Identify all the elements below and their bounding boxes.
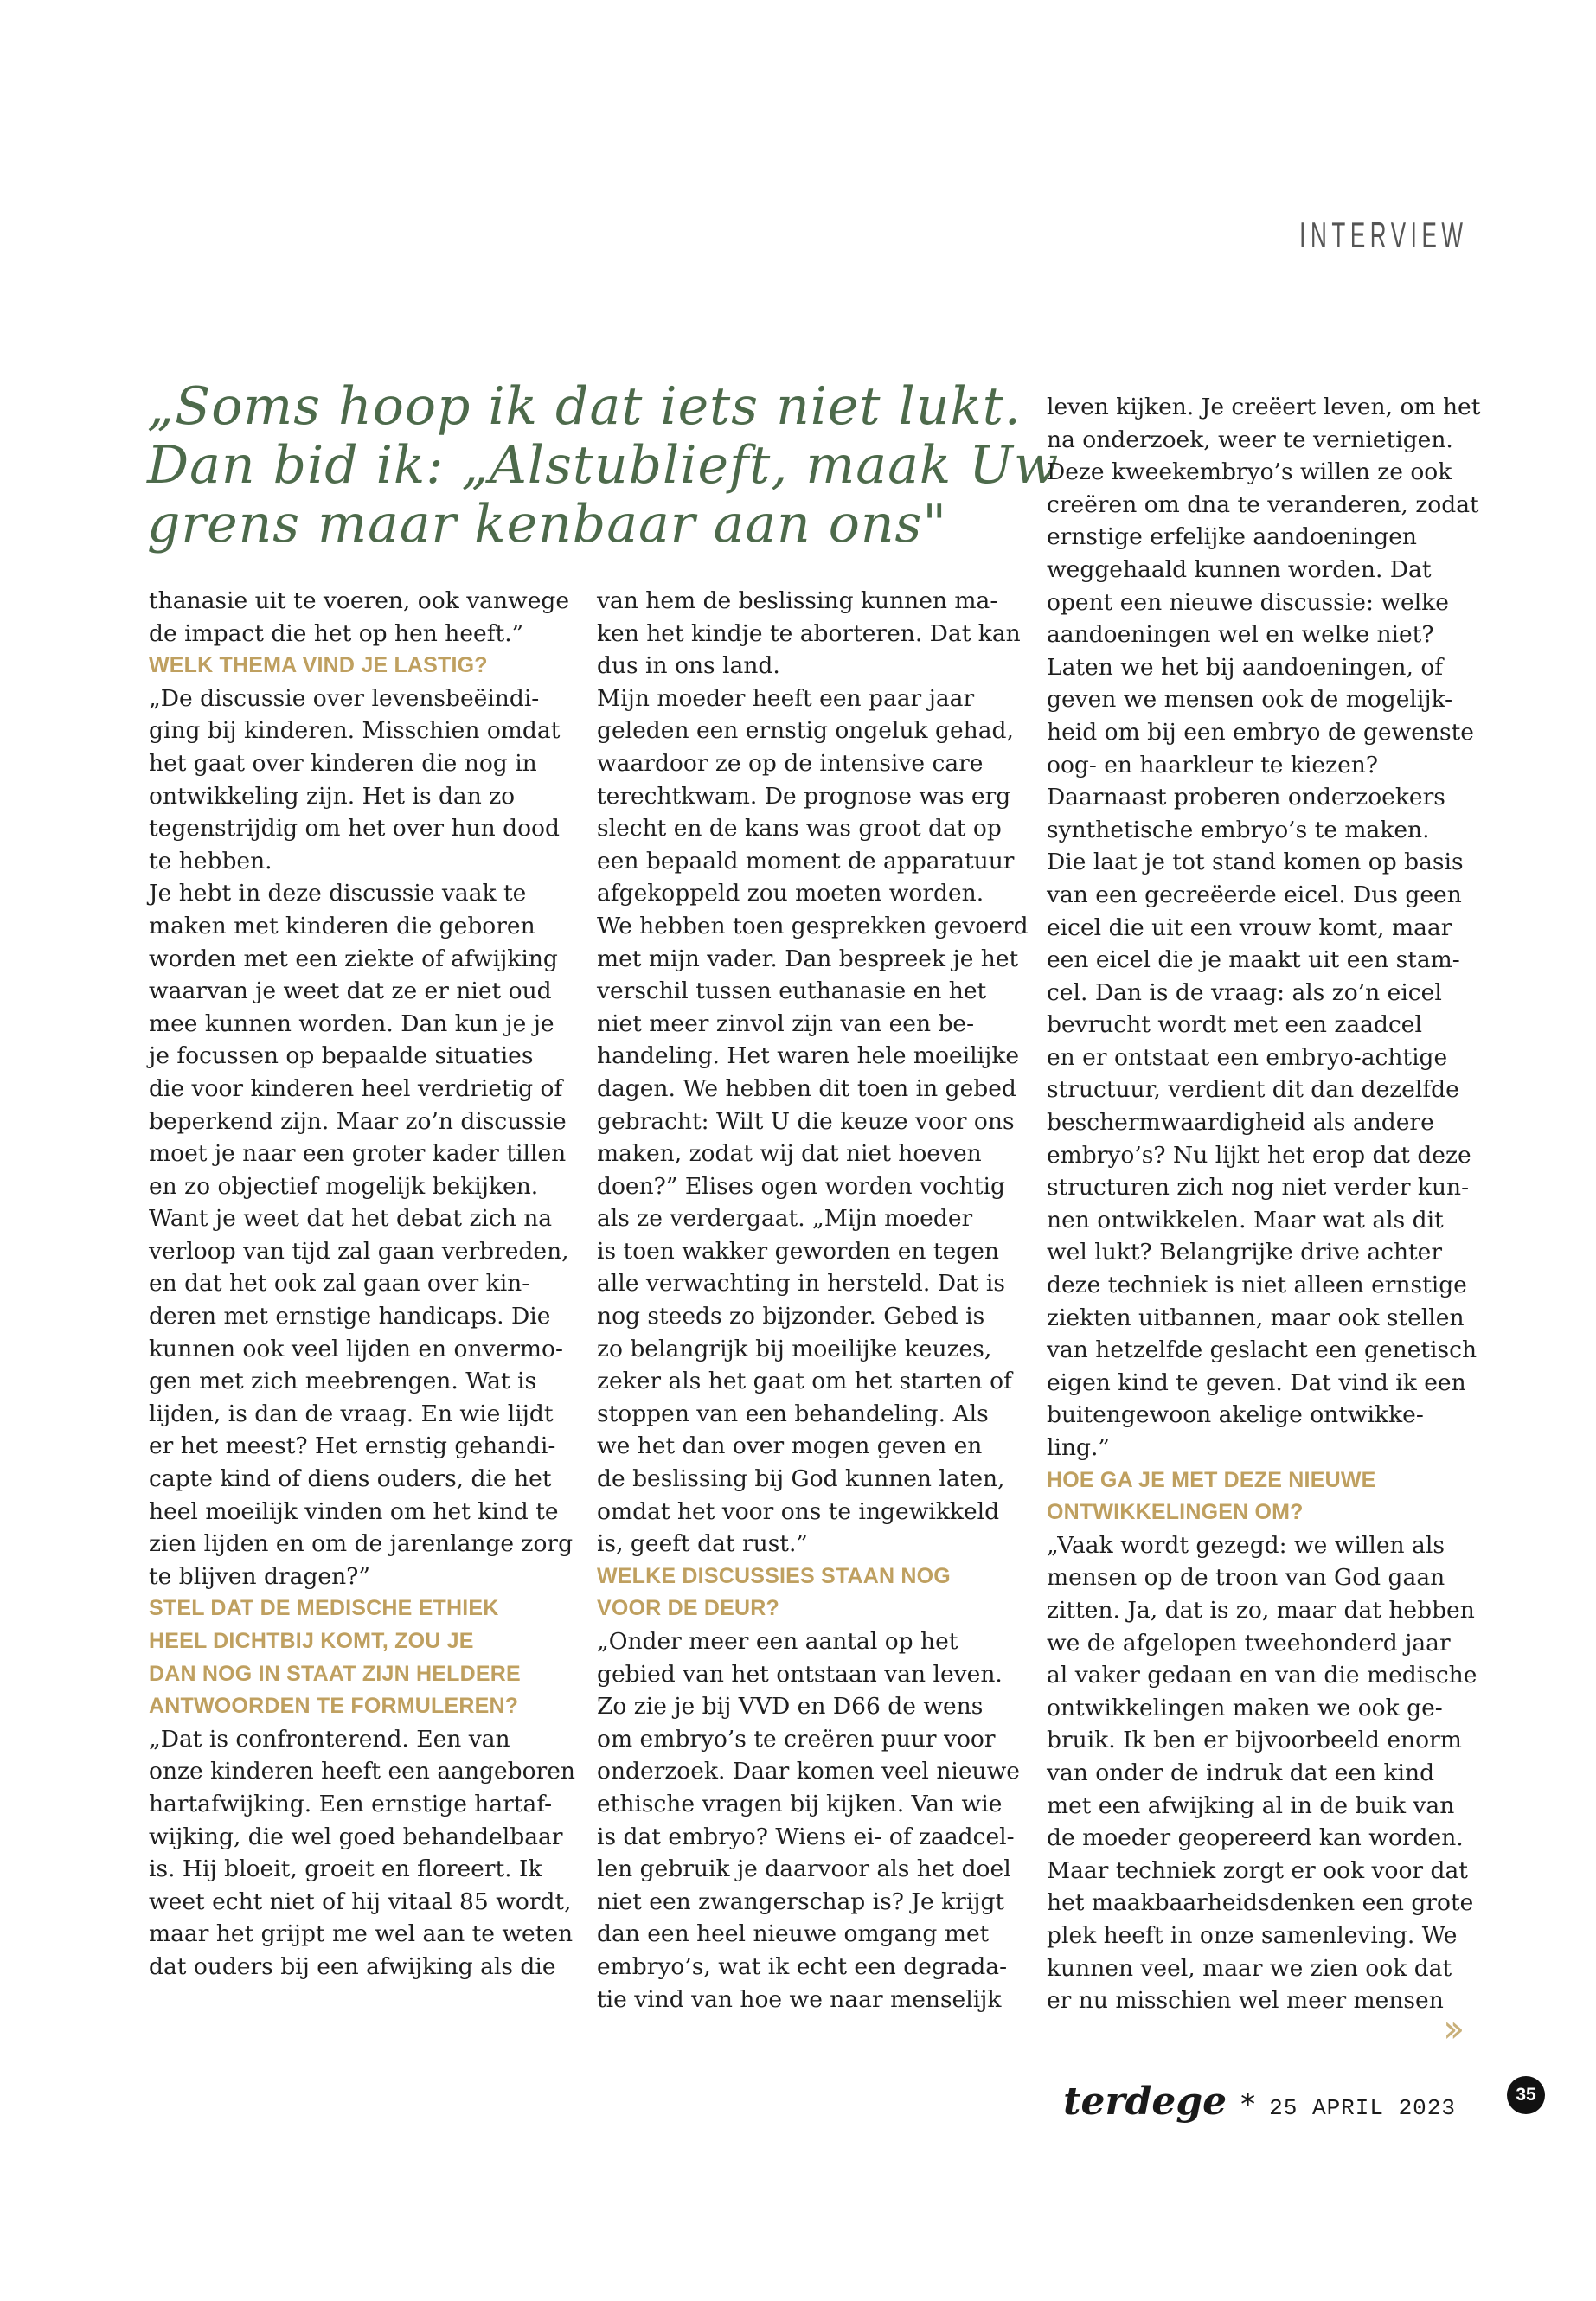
body-text-line: „Onder meer een aantal op het bbox=[597, 1628, 958, 1655]
body-text-line: geleden een ernstig ongeluk gehad, bbox=[597, 717, 1014, 745]
body-text-line: en er ontstaat een embryo-achtige bbox=[1047, 1043, 1448, 1071]
magazine-brand: terdege bbox=[1063, 2080, 1227, 2124]
body-text-line: er nu misschien wel meer mensen bbox=[1047, 1987, 1444, 2015]
body-text-line: zien lijden en om de jarenlange zorg bbox=[149, 1530, 574, 1558]
body-text-line: heel moeilijk vinden om het kind te bbox=[149, 1497, 559, 1525]
pull-quote-line: Dan bid ik: „Alstublieft, maak Uw bbox=[147, 435, 1060, 496]
body-text-line: structuren zich nog niet verder kun- bbox=[1047, 1174, 1470, 1202]
body-text-line: met mijn vader. Dan bespreek je het bbox=[597, 945, 1019, 972]
body-text-line: Deze kweekembryo’s willen ze ook bbox=[1047, 458, 1452, 486]
body-text-line: slecht en de kans was groot dat op bbox=[597, 815, 1002, 843]
body-text-line: kunnen ook veel lijden en onvermo- bbox=[149, 1335, 563, 1362]
body-text-line: maken, zodat wij dat niet hoeven bbox=[597, 1140, 982, 1168]
body-text-line: wel lukt? Belangrijke drive achter bbox=[1047, 1239, 1443, 1266]
body-text-line: plek heeft in onze samenleving. We bbox=[1047, 1921, 1458, 1949]
pull-quote bbox=[147, 376, 1060, 554]
body-text-line: Zo zie je bij VVD en D66 de wens bbox=[597, 1693, 984, 1721]
body-text-line: opent een nieuwe discussie: welke bbox=[1047, 588, 1449, 616]
body-text-line: beschermwaardigheid als andere bbox=[1047, 1109, 1434, 1137]
body-text-line: dan een heel nieuwe omgang met bbox=[597, 1920, 990, 1948]
body-text-line: tegenstrijdig om het over hun dood bbox=[149, 815, 560, 843]
interview-question: ONTWIKKELINGEN OM? bbox=[1047, 1500, 1304, 1525]
body-text-line: Daarnaast proberen onderzoekers bbox=[1047, 784, 1445, 811]
body-text-line: stoppen van een behandeling. Als bbox=[597, 1400, 989, 1427]
body-text-line: Die laat je tot stand komen op basis bbox=[1047, 849, 1464, 876]
body-text-line: het gaat over kinderen die nog in bbox=[149, 749, 537, 777]
body-text-line: dagen. We hebben dit toen in gebed bbox=[597, 1074, 1016, 1102]
body-text-line: synthetische embryo’s te maken. bbox=[1047, 816, 1430, 843]
body-text-line: we het dan over mogen geven en bbox=[597, 1433, 983, 1460]
body-text-line: deren met ernstige handicaps. Die bbox=[149, 1303, 551, 1330]
body-text-line: te blijven dragen?” bbox=[149, 1562, 370, 1590]
body-text-line: mensen op de troon van God gaan bbox=[1047, 1564, 1445, 1592]
body-text-line: Mijn moeder heeft een paar jaar bbox=[597, 684, 975, 712]
body-text-line: nen ontwikkelen. Maar wat als dit bbox=[1047, 1206, 1444, 1234]
body-text-line: doen?” Elises ogen worden vochtig bbox=[597, 1172, 1005, 1200]
section-label: INTERVIEW bbox=[1299, 215, 1468, 255]
body-text-line: een eicel die je maakt uit een stam- bbox=[1047, 946, 1460, 974]
body-text-line: mee kunnen worden. Dan kun je je bbox=[149, 1009, 554, 1037]
body-text-line: dat ouders bij een afwijking als die bbox=[149, 1952, 556, 1980]
body-text-line: beperkend zijn. Maar zo’n discussie bbox=[149, 1107, 567, 1135]
body-text-line: waarvan je weet dat ze er niet oud bbox=[149, 977, 552, 1005]
body-text-line: ging bij kinderen. Misschien omdat bbox=[149, 717, 561, 745]
body-text-line: te hebben. bbox=[149, 847, 272, 875]
body-text-line: bruik. Ik ben er bijvoorbeeld enorm bbox=[1047, 1727, 1462, 1754]
article-column-2 bbox=[597, 585, 1029, 2016]
body-text-line: van hem de beslissing kunnen ma- bbox=[597, 587, 998, 614]
body-text-line: cel. Dan is de vraag: als zo’n eicel bbox=[1047, 978, 1442, 1006]
body-text-line: „De discussie over levensbeëindi- bbox=[149, 684, 540, 712]
interview-question: VOOR DE DEUR? bbox=[597, 1596, 779, 1621]
body-text-line: thanasie uit te voeren, ook vanwege bbox=[149, 587, 570, 614]
body-text-line: tie vind van hoe we naar menselijk bbox=[597, 1985, 1002, 2013]
body-text-line: alle verwachting in hersteld. Dat is bbox=[597, 1270, 1005, 1298]
body-text-line: van onder de indruk dat een kind bbox=[1047, 1759, 1435, 1786]
body-text-line: Want je weet dat het debat zich na bbox=[149, 1205, 553, 1233]
body-text-line: zitten. Ja, dat is zo, maar dat hebben bbox=[1047, 1596, 1475, 1624]
interview-question: HEEL DICHTBIJ KOMT, ZOU JE bbox=[149, 1629, 474, 1653]
body-text-line: er het meest? Het ernstig gehandi- bbox=[149, 1433, 556, 1460]
interview-question: DAN NOG IN STAAT ZIJN HELDERE bbox=[149, 1661, 521, 1686]
body-text-line: worden met een ziekte of afwijking bbox=[149, 945, 558, 972]
body-text-line: ziekten uitbannen, maar ook stellen bbox=[1047, 1304, 1465, 1331]
body-text-line: als ze verdergaat. „Mijn moeder bbox=[597, 1205, 973, 1233]
body-text-line: Maar techniek zorgt er ook voor dat bbox=[1047, 1856, 1468, 1884]
body-text-line: het maakbaarheidsdenken een grote bbox=[1047, 1889, 1474, 1917]
body-text-line: onderzoek. Daar komen veel nieuwe bbox=[597, 1758, 1020, 1785]
body-text-line: is, geeft dat rust.” bbox=[597, 1530, 808, 1558]
body-text-line: maar het grijpt me wel aan te weten bbox=[149, 1920, 574, 1948]
body-text-line: dus in ons land. bbox=[597, 652, 780, 680]
body-text-line: deze techniek is niet alleen ernstige bbox=[1047, 1272, 1467, 1299]
body-text-line: is dat embryo? Wiens ei- of zaadcel- bbox=[597, 1823, 1015, 1850]
body-text-line: buitengewoon akelige ontwikke- bbox=[1047, 1401, 1424, 1429]
body-text-line: om embryo’s te creëren puur voor bbox=[597, 1725, 996, 1753]
pull-quote-line: grens maar kenbaar aan ons" bbox=[147, 494, 947, 554]
body-text-line: we de afgelopen tweehonderd jaar bbox=[1047, 1629, 1451, 1657]
body-text-line: „Vaak wordt gezegd: we willen als bbox=[1047, 1531, 1445, 1559]
body-text-line: gebracht: Wilt U die keuze voor ons bbox=[597, 1107, 1015, 1135]
body-text-line: capte kind of diens ouders, die het bbox=[149, 1465, 552, 1493]
body-text-line: ling.” bbox=[1047, 1434, 1110, 1461]
body-text-line: waardoor ze op de intensive care bbox=[597, 749, 984, 777]
body-text-line: oog- en haarkleur te kiezen? bbox=[1047, 751, 1379, 779]
body-text-line: afgekoppeld zou moeten worden. bbox=[597, 880, 984, 907]
body-text-line: ontwikkeling zijn. Het is dan zo bbox=[149, 782, 516, 810]
body-text-line: len gebruik je daarvoor als het doel bbox=[597, 1856, 1011, 1883]
body-text-line: moet je naar een groter kader tillen bbox=[149, 1140, 567, 1168]
body-text-line: die voor kinderen heel verdrietig of bbox=[149, 1074, 563, 1102]
body-text-line: Laten we het bij aandoeningen, of bbox=[1047, 653, 1444, 681]
body-text-line: embryo’s? Nu lijkt het erop dat deze bbox=[1047, 1141, 1471, 1169]
body-text-line: creëren om dna te veranderen, zodat bbox=[1047, 490, 1479, 518]
body-text-line: gebied van het ontstaan van leven. bbox=[597, 1660, 1003, 1688]
body-text-line: weet echt niet of hij vitaal 85 wordt, bbox=[149, 1888, 572, 1915]
body-text-line: terechtkwam. De prognose was erg bbox=[597, 782, 1011, 810]
body-text-line: is toen wakker geworden en tegen bbox=[597, 1237, 999, 1265]
body-text-line: de moeder geopereerd kan worden. bbox=[1047, 1824, 1464, 1852]
body-text-line: zo belangrijk bij moeilijke keuzes, bbox=[597, 1335, 992, 1362]
body-text-line: al vaker gedaan en van die medische bbox=[1047, 1662, 1477, 1689]
interview-question: HOE GA JE MET DEZE NIEUWE bbox=[1047, 1467, 1376, 1492]
pull-quote-line: „Soms hoop ik dat iets niet lukt. bbox=[147, 376, 1022, 437]
interview-question: WELKE DISCUSSIES STAAN NOG bbox=[597, 1563, 951, 1588]
interview-question: STEL DAT DE MEDISCHE ETHIEK bbox=[149, 1596, 499, 1621]
body-text-line: ontwikkelingen maken we ook ge- bbox=[1047, 1694, 1443, 1721]
body-text-line: weggehaald kunnen worden. Dat bbox=[1047, 555, 1432, 583]
body-text-line: je focussen op bepaalde situaties bbox=[149, 1042, 534, 1070]
body-text-line: is. Hij bloeit, groeit en floreert. Ik bbox=[149, 1856, 542, 1883]
issue-date: 25 APRIL 2023 bbox=[1269, 2095, 1456, 2121]
body-text-line: een bepaald moment de apparatuur bbox=[597, 847, 1015, 875]
body-text-line: van hetzelfde geslacht een genetisch bbox=[1047, 1336, 1477, 1364]
body-text-line: eicel die uit een vrouw komt, maar bbox=[1047, 913, 1452, 941]
body-text-line: verloop van tijd zal gaan verbreden, bbox=[149, 1237, 569, 1265]
body-text-line: maken met kinderen die geboren bbox=[149, 912, 535, 939]
body-text-line: wijking, die wel goed behandelbaar bbox=[149, 1823, 563, 1850]
body-text-line: onze kinderen heeft een aangeboren bbox=[149, 1758, 575, 1785]
body-text-line: niet meer zinvol zijn van een be- bbox=[597, 1009, 975, 1037]
body-text-line: van een gecreëerde eicel. Dus geen bbox=[1047, 881, 1462, 908]
page-number: 35 bbox=[1507, 2076, 1545, 2114]
double-chevron-right-icon: ›› bbox=[1443, 2007, 1457, 2051]
body-text-line: aandoeningen wel en welke niet? bbox=[1047, 621, 1434, 649]
body-text-line: en zo objectief mogelijk bekijken. bbox=[149, 1172, 539, 1200]
body-text-line: de impact die het op hen heeft.” bbox=[149, 619, 524, 647]
body-text-line: ernstige erfelijke aandoeningen bbox=[1047, 523, 1417, 551]
body-text-line: gen met zich meebrengen. Wat is bbox=[149, 1368, 537, 1395]
body-text-line: structuur, verdient dit dan dezelfde bbox=[1047, 1076, 1459, 1104]
body-text-line: geven we mensen ook de mogelijk- bbox=[1047, 686, 1453, 714]
body-text-line: eigen kind te geven. Dat vind ik een bbox=[1047, 1368, 1466, 1396]
body-text-line: niet een zwangerschap is? Je krijgt bbox=[597, 1888, 1005, 1915]
body-text-line: zeker als het gaat om het starten of bbox=[597, 1368, 1012, 1395]
body-text-line: kunnen veel, maar we zien ook dat bbox=[1047, 1954, 1452, 1982]
body-text-line: handeling. Het waren hele moeilijke bbox=[597, 1042, 1020, 1070]
body-text-line: de beslissing bij God kunnen laten, bbox=[597, 1465, 1005, 1493]
body-text-line: leven kijken. Je creëert leven, om het bbox=[1047, 394, 1481, 420]
asterisk-separator: * bbox=[1240, 2087, 1256, 2122]
body-text-line: ken het kindje te aborteren. Dat kan bbox=[597, 619, 1021, 647]
page-footer bbox=[1063, 2080, 1456, 2124]
body-text-line: met een afwijking al in de buik van bbox=[1047, 1791, 1455, 1819]
body-text-line: „Dat is confronterend. Een van bbox=[149, 1725, 510, 1753]
body-text-line: ethische vragen bij kijken. Van wie bbox=[597, 1790, 1003, 1817]
body-text-line: embryo’s, wat ik echt een degrada- bbox=[597, 1952, 1008, 1980]
article-column-3 bbox=[1047, 391, 1481, 2017]
interview-question: WELK THEMA VIND JE LASTIG? bbox=[149, 653, 488, 678]
body-text-line: nog steeds zo bijzonder. Gebed is bbox=[597, 1303, 985, 1330]
body-text-line: lijden, is dan de vraag. En wie lijdt bbox=[149, 1400, 554, 1427]
body-text-line: verschil tussen euthanasie en het bbox=[597, 977, 987, 1005]
body-text-line: Je hebt in deze discussie vaak te bbox=[149, 880, 527, 907]
body-text-line: en dat het ook zal gaan over kin- bbox=[149, 1270, 530, 1298]
body-text-line: We hebben toen gesprekken gevoerd bbox=[597, 912, 1029, 939]
body-text-line: na onderzoek, weer te vernietigen. bbox=[1047, 426, 1453, 453]
body-text-line: omdat het voor ons te ingewikkeld bbox=[597, 1497, 1000, 1525]
body-text-line: heid om bij een embryo de gewenste bbox=[1047, 718, 1474, 746]
body-text-line: hartafwijking. Een ernstige hartaf- bbox=[149, 1790, 553, 1817]
interview-question: ANTWOORDEN TE FORMULEREN? bbox=[149, 1694, 519, 1719]
article-column-1 bbox=[149, 585, 575, 1984]
body-text-line: bevrucht wordt met een zaadcel bbox=[1047, 1011, 1422, 1039]
